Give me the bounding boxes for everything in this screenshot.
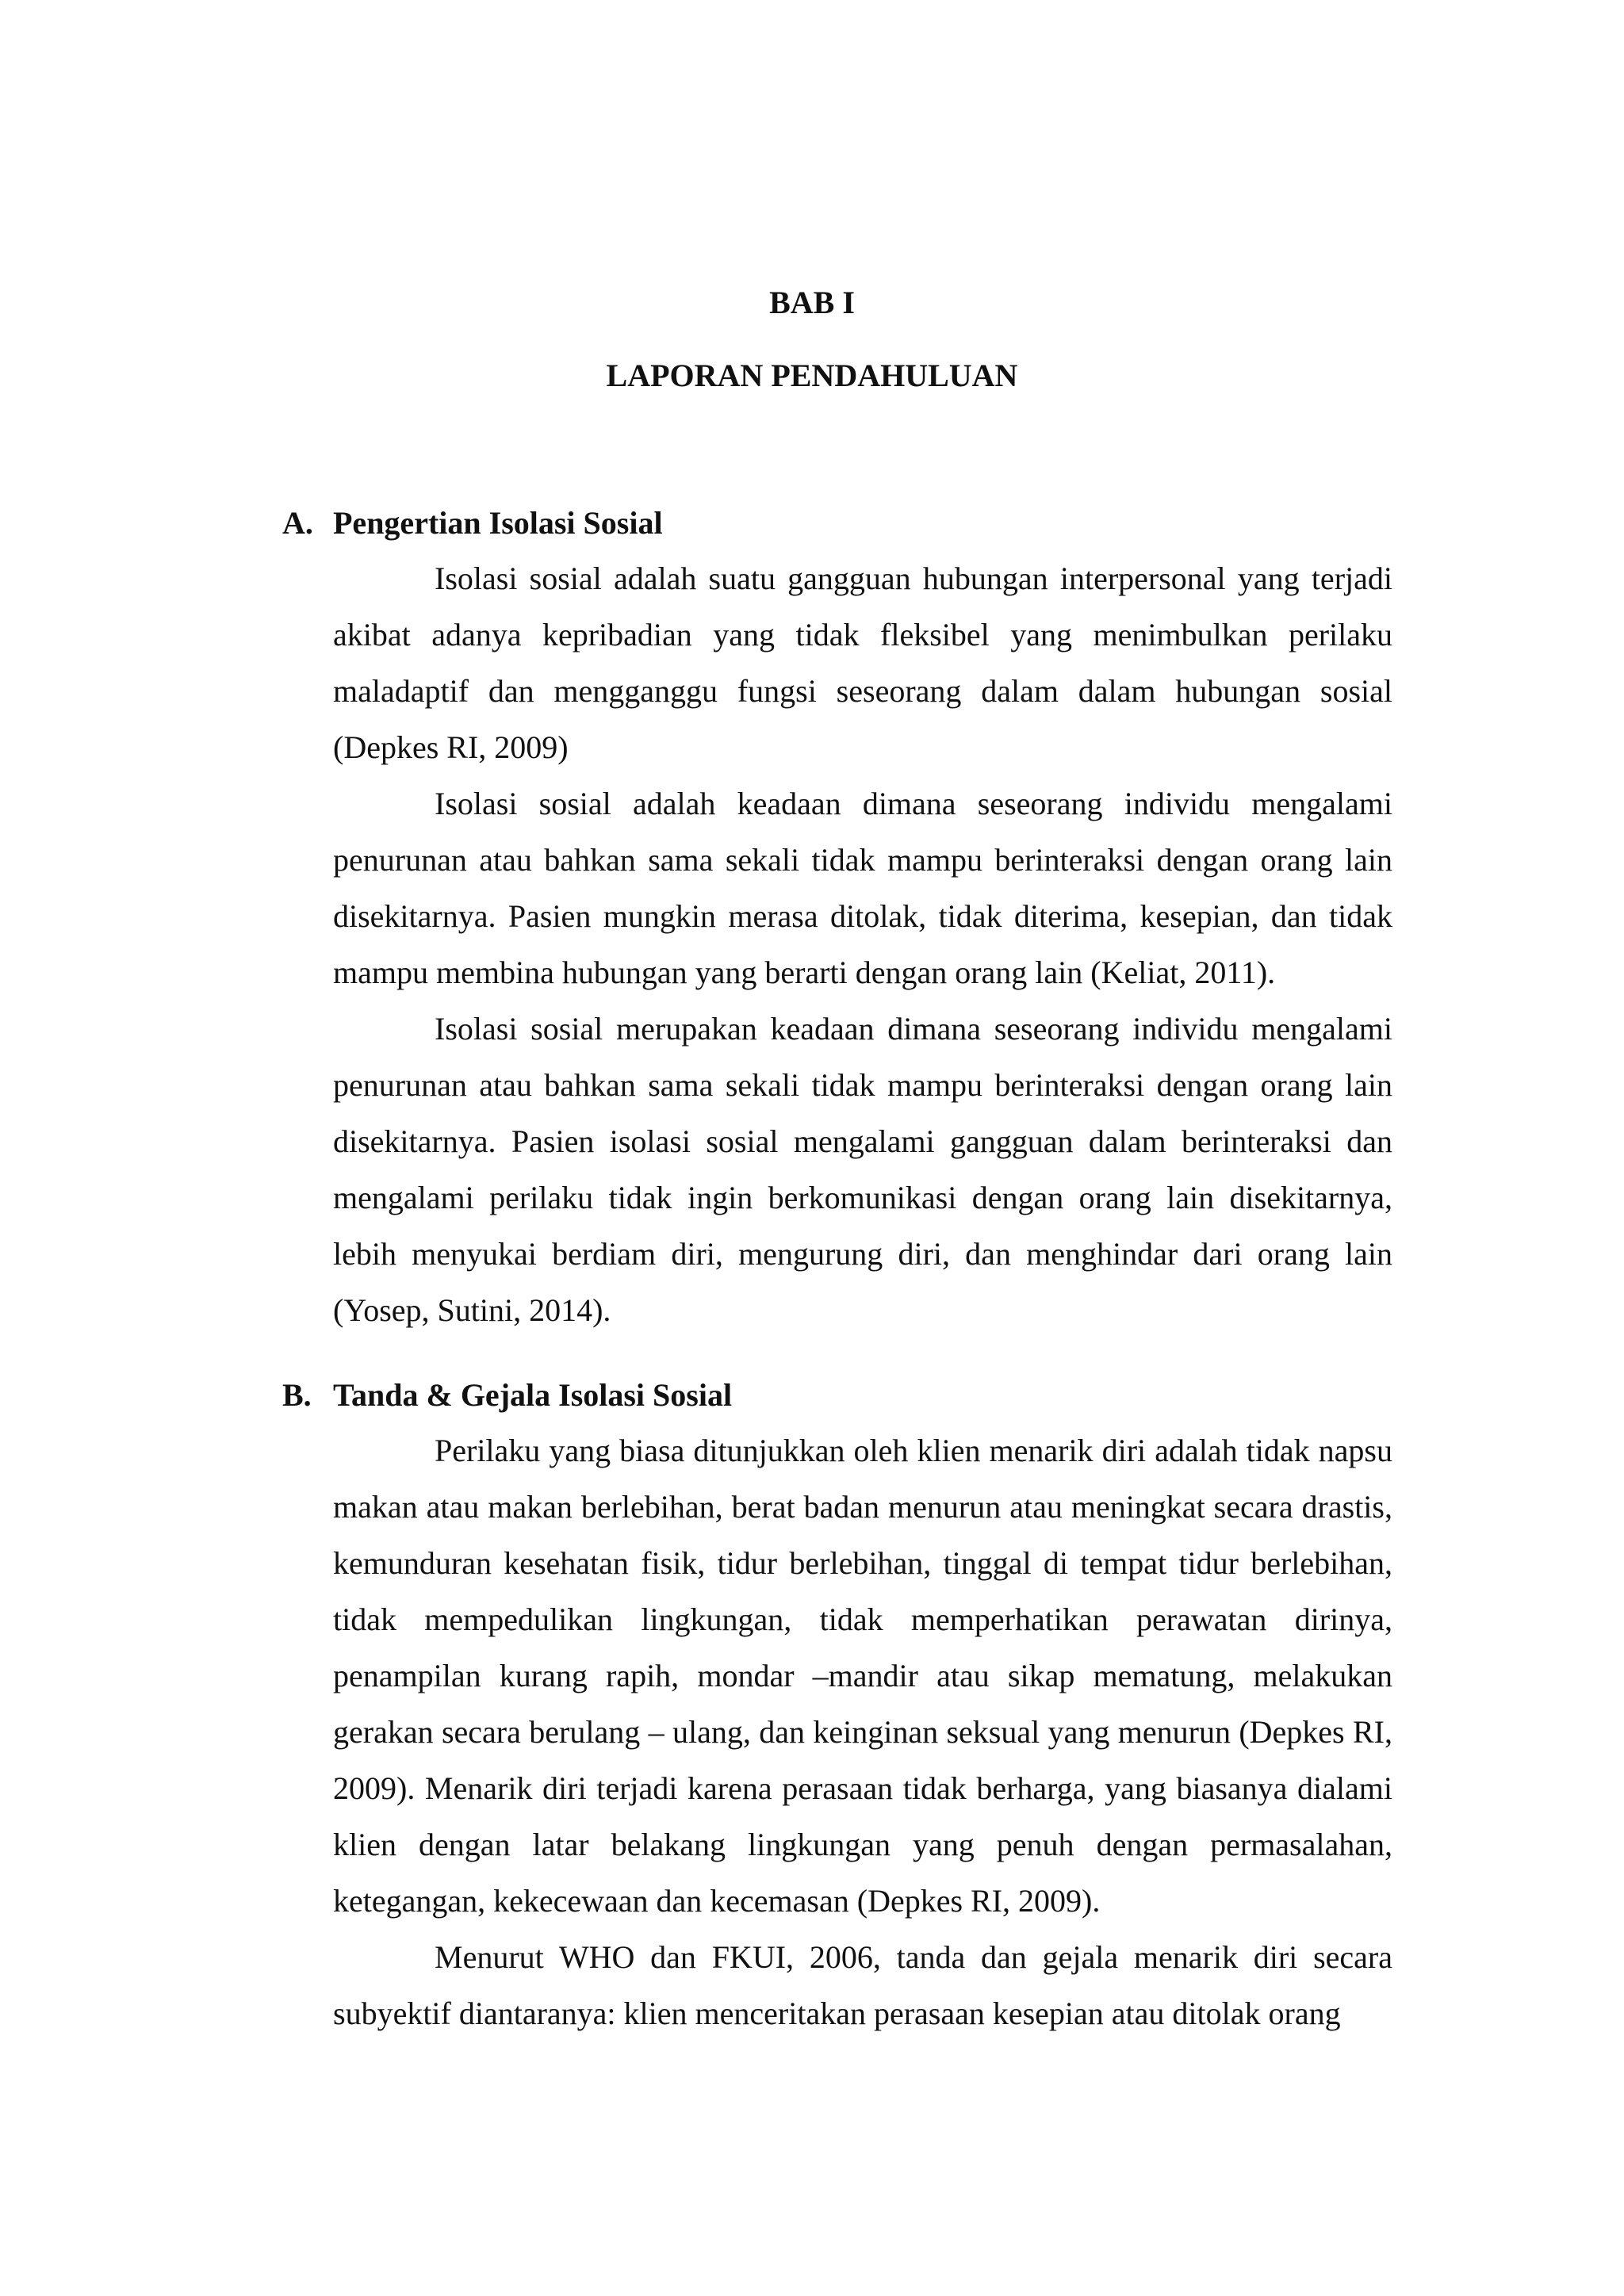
section-title: Pengertian Isolasi Sosial <box>333 505 663 541</box>
paragraph: Isolasi sosial adalah keadaan dimana seseorang individu mengalami penurunan atau bahkan sama sekali tidak mampu berinteraksi dengan orang lain disekitarnya. Pasien mungkin merasa ditolak, tidak diterima, kesepian, dan tidak mampu membina hubungan yang berarti dengan orang lain (Keliat, 2011). <box>333 786 1392 990</box>
paragraph: Perilaku yang biasa ditunjukkan oleh klien menarik diri adalah tidak napsu makan atau makan berlebihan, berat badan menurun atau meningkat secara drastis, kemunduran kesehatan fisik, tidur berlebihan, tinggal di tempat tidur berlebihan, tidak mempedulikan lingkungan, tidak memperhatikan perawatan dirinya, penampilan kurang rapih, mondar –mandir atau sikap mematung, melakukan gerakan secara berulang – ulang, dan keinginan seksual yang menurun (Depkes RI, 2009). Menarik diri terjadi karena perasaan tidak berharga, yang biasanya dialami klien dengan latar belakang lingkungan yang penuh dengan permasalahan, ketegangan, kekecewaan dan kecemasan (Depkes RI, 2009). <box>333 1433 1392 1919</box>
section-heading <box>282 504 1392 542</box>
chapter-subtitle: LAPORAN PENDAHULUAN <box>606 358 1018 393</box>
section-title: Tanda & Gejala Isolasi Sosial <box>333 1377 733 1413</box>
section-pengertian <box>282 504 1392 1338</box>
chapter-number: BAB I <box>769 285 855 320</box>
paragraph: Isolasi sosial adalah suatu gangguan hubungan interpersonal yang terjadi akibat adanya kepribadian yang tidak fleksibel yang menimbulkan perilaku maladaptif dan mengganggu fungsi seseorang dalam dalam hubungan sosial (Depkes RI, 2009) <box>333 561 1392 765</box>
section-letter: A. <box>282 505 313 541</box>
section-tanda-gejala <box>282 1376 1392 2042</box>
paragraph: Isolasi sosial merupakan keadaan dimana seseorang individu mengalami penurunan atau bahkan sama sekali tidak mampu berinteraksi dengan orang lain disekitarnya. Pasien isolasi sosial mengalami gangguan dalam berinteraksi dan mengalami perilaku tidak ingin berkomunikasi dengan orang lain disekitarnya, lebih menyukai berdiam diri, mengurung diri, dan menghindar dari orang lain (Yosep, Sutini, 2014). <box>333 1011 1392 1328</box>
paragraph: Menurut WHO dan FKUI, 2006, tanda dan gejala menarik diri secara subyektif diantaranya: klien menceritakan perasaan kesepian atau ditolak orang <box>333 1939 1392 2031</box>
section-heading <box>282 1376 1392 1414</box>
section-letter: B. <box>282 1377 312 1413</box>
